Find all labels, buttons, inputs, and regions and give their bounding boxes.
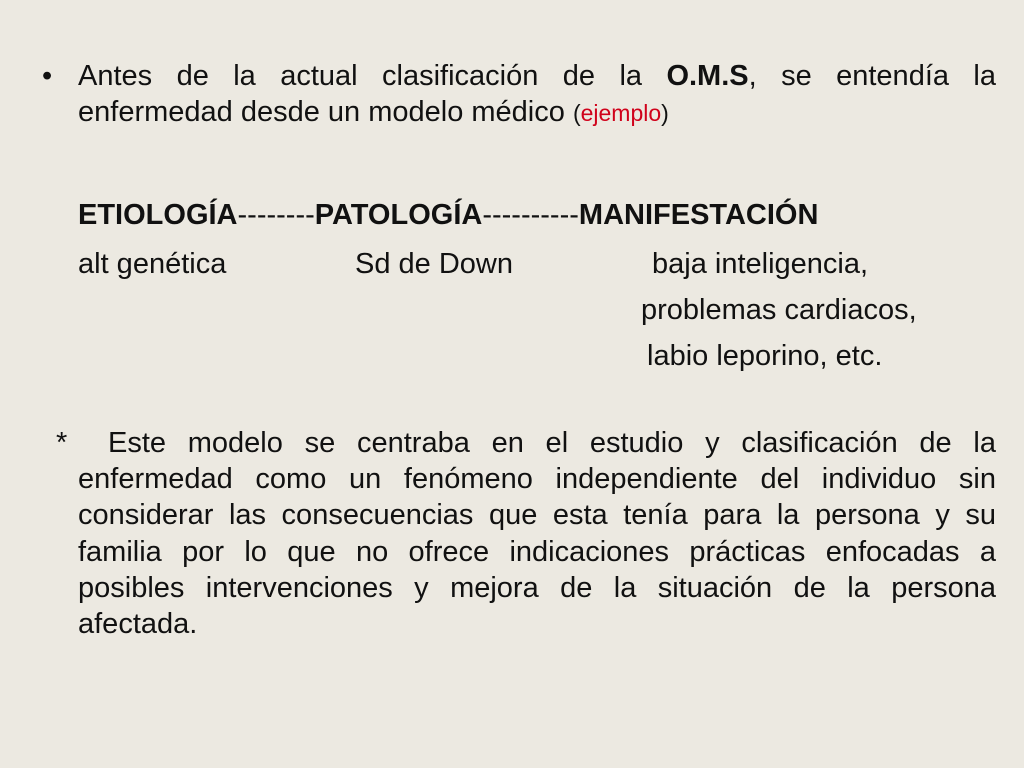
- paren-open: (: [572, 100, 581, 126]
- header-dash-1: --------: [237, 199, 315, 231]
- note-asterisk: *: [56, 427, 68, 459]
- oms-label: O.M.S: [666, 60, 749, 92]
- intro-text-after: , se entendía la: [748, 60, 996, 92]
- intro-paragraph: [78, 58, 996, 131]
- intro-bullet-item: [42, 58, 996, 131]
- intro-line-1: [78, 58, 996, 94]
- manifestacion-value-1: baja inteligencia,: [652, 248, 869, 280]
- bullet-marker: •: [42, 60, 53, 92]
- note-paragraph-block: [56, 425, 996, 642]
- patologia-value: Sd de Down: [355, 248, 513, 280]
- model-header-row: [78, 197, 818, 233]
- paren-close: ): [661, 100, 669, 126]
- header-etiologia: ETIOLOGÍA: [78, 199, 238, 231]
- manifestacion-value-3: labio leporino, etc.: [647, 340, 883, 372]
- header-dash-2: ----------: [482, 199, 579, 231]
- example-link[interactable]: ejemplo: [580, 100, 662, 126]
- note-paragraph: Este modelo se centraba en el estudio y clasificación de la enfermedad como un fenómeno independiente del individuo sin considerar las consecuencias que esta tenía para la persona y su familia por lo que no ofrece indicaciones prácticas enfocadas a posibles intervenciones y mejora de la situación de la persona afectada.: [78, 427, 996, 641]
- intro-text-before: Antes de la actual clasificación de la: [78, 60, 667, 92]
- manifestacion-value-2: problemas cardiacos,: [641, 294, 917, 326]
- header-patologia: PATOLOGÍA: [314, 199, 483, 231]
- intro-text-line2: enfermedad desde un modelo médico: [78, 96, 573, 128]
- header-manifestacion: MANIFESTACIÓN: [578, 199, 819, 231]
- etiologia-value: alt genética: [78, 248, 227, 280]
- intro-line-2: [78, 96, 669, 128]
